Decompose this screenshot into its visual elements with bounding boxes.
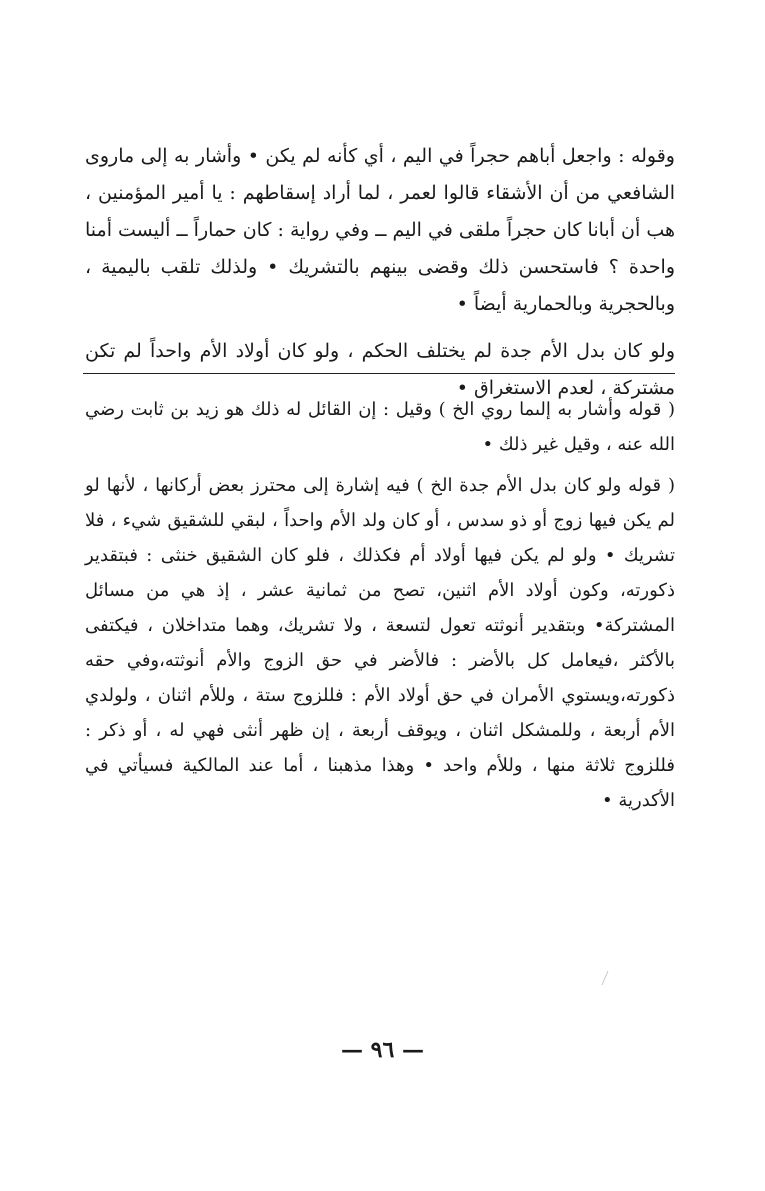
scan-mark — [598, 970, 612, 986]
commentary-text — [85, 392, 675, 818]
footnote-divider — [83, 373, 675, 374]
commentary-paragraph-1: ( قوله وأشار به إلىما روي الخ ) وقيل : إن القائل له ذلك هو زيد بن ثابت رضي الله عنه ، وقيل غير ذلك • — [85, 399, 675, 455]
main-paragraph-1: وقوله : واجعل أباهم حجراً في اليم ، أي كأنه لم يكن • وأشار به إلى ماروى الشافعي من أن الأشقاء قالوا لعمر ، لما أراد إسقاطهم : يا أمير المؤمنين ، هب أن أبانا كان حجراً ملقى في اليم ــ وفي رواية : كان حماراً ــ أليست أمنا واحدة ؟ فاستحسن ذلك وقضى بينهم بالتشريك • ولذلك تلقب باليمية ، وبالحجرية وبالحمارية أيضاً • — [85, 145, 675, 315]
main-paragraph-2: ولو كان بدل الأم جدة لم يختلف الحكم ، ولو كان أولاد الأم واحداً لم تكن مشتركة ، لعدم الاستغراق • — [85, 340, 675, 399]
main-text — [85, 138, 675, 407]
commentary-paragraph-2: ( قوله ولو كان بدل الأم جدة الخ ) فيه إشارة إلى محترز بعض أركانها ، لأنها لو لم يكن فيها زوج أو ذو سدس ، أو كان ولد الأم واحداً ، لبقي للشقيق شيء ، فلا تشريك • ولو لم يكن فيها أولاد أم فكذلك ، فلو كان الشقيق خنثى : فبتقدير ذكورته، وكون أولاد الأم اثنين، تصح من ثمانية عشر ، إذ هي من مسائل المشتركة• وبتقدير أنوثته تعول لتسعة ، ولا تشريك، وهما متداخلان ، فيكتفى بالأكثر ،فيعامل كل بالأضر : فالأضر في حق الزوج والأم أنوثته،وفي حقه ذكورته،ويستوي الأمران في حق أولاد الأم : فللزوج ستة ، وللأم اثنان ، ولولدي الأم أربعة ، وللمشكل اثنان ، ويوقف أربعة ، إن ظهر أنثى فهي له ، أو ذكر : فللزوج ثلاثة منها ، وللأم واحد • وهذا مذهبنا ، أما عند المالكية فسيأتي في الأكدرية • — [85, 475, 675, 811]
page-number: — ٩٦ — — [341, 1037, 424, 1063]
